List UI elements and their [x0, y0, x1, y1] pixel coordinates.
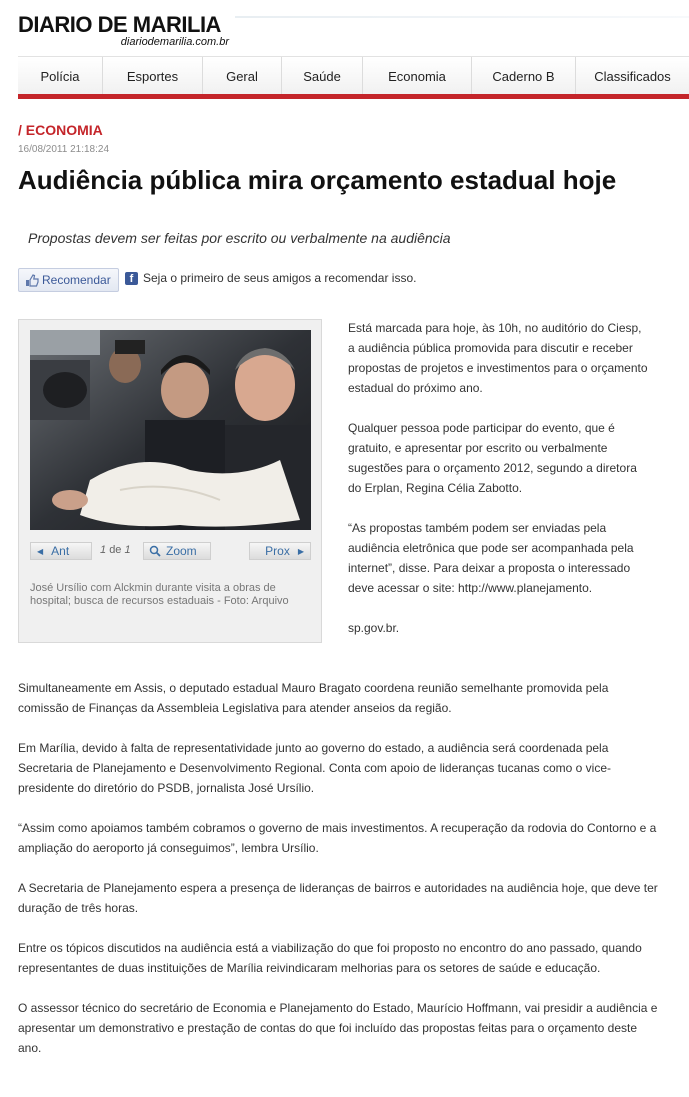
nav-item-classificados[interactable]: Classificados	[594, 68, 671, 84]
zoom-icon	[149, 545, 161, 557]
zoom-label: Zoom	[166, 544, 197, 558]
next-photo-button[interactable]	[249, 542, 311, 560]
nav-item-saude[interactable]: Saúde	[282, 57, 363, 95]
photo-pager	[100, 544, 131, 556]
chevron-right-icon: ▶	[297, 546, 304, 556]
article-paragraph: O assessor técnico do secretário de Economia e Planejamento do Estado, Maurício Hoffmann, vai presidir a audiência e apresentar um demonstrativo e prestação de contas do que foi incluído das propostas feitas para o orçamento deste ano.	[18, 1001, 658, 1055]
pager-current: 1	[100, 544, 107, 556]
header-divider	[235, 16, 689, 18]
article-date: 16/08/2011 21:18:24	[18, 144, 110, 155]
recommend-label: Recomendar	[42, 273, 111, 287]
article-subtitle: Propostas devem ser feitas por escrito ou verbalmente na audiência	[28, 230, 451, 246]
article-photo[interactable]	[30, 330, 311, 530]
prev-label: Ant	[51, 544, 70, 558]
section-label[interactable]: / ECONOMIA	[18, 122, 103, 138]
article-paragraph: sp.gov.br.	[348, 621, 400, 635]
article-paragraph: A Secretaria de Planejamento espera a presença de lideranças de bairros e autoridades na audiência hoje, que deve ter duração de três horas.	[18, 881, 658, 915]
site-logo[interactable]	[18, 14, 233, 49]
facebook-icon: f	[125, 272, 138, 285]
article-title: Audiência pública mira orçamento estadual hoje	[18, 165, 617, 195]
article-paragraph: “As propostas também podem ser enviadas pela audiência eletrônica que pode ser acompanhada pela internet”, disse. Para deixar a proposta o interessado deve acessar o site: http://www.planejamento.	[348, 521, 634, 595]
article-paragraph: Qualquer pessoa pode participar do evento, que é gratuito, e apresentar por escrito ou verbalmente sugestões para o orçamento 2012, segundo a diretora do Erplan, Regina Célia Zabotto.	[348, 421, 637, 495]
pager-total: 1	[124, 544, 131, 556]
article-side-text	[348, 318, 648, 658]
zoom-button[interactable]	[143, 542, 211, 560]
nav-item-geral[interactable]: Geral	[203, 57, 282, 95]
nav-accent-bar	[18, 94, 689, 99]
chevron-left-icon: ◀	[37, 546, 44, 556]
article-paragraph: Simultaneamente em Assis, o deputado estadual Mauro Bragato coordena reunião semelhante promovida pela comissão de Finanças da Assembleia Legislativa para atender anseios da região.	[18, 681, 609, 715]
main-nav	[18, 56, 689, 94]
article-paragraph: Entre os tópicos discutidos na audiência está a viabilização do que foi proposto no encontro do ano passado, quando representantes de duas instituições de Marília reivindicaram melhorias para os setores de saúde e educação.	[18, 941, 642, 975]
article-paragraph: Em Marília, devido à falta de representatividade junto ao governo do estado, a audiência será coordenada pela Secretaria de Planejamento e Desenvolvimento Regional. Conta com apoio de lideranças tucanas como o vice-presidente do diretório do PSDB, jornalista José Ursílio.	[18, 741, 611, 795]
photo-image	[30, 330, 311, 530]
thumbs-up-icon	[25, 274, 39, 287]
logo-title: DIARIO DE MARILIA	[18, 12, 221, 37]
nav-item-policia[interactable]: Polícia	[18, 57, 103, 95]
prev-photo-button[interactable]	[30, 542, 92, 560]
photo-caption: José Ursílio com Alckmin durante visita a obras de hospital; busca de recursos estaduais - Foto: Arquivo	[30, 582, 289, 607]
nav-item-esportes[interactable]: Esportes	[103, 57, 203, 95]
nav-item-economia[interactable]: Economia	[363, 57, 472, 95]
article-body	[18, 678, 658, 1078]
pager-separator: de	[109, 544, 122, 556]
recommend-button[interactable]	[18, 268, 119, 292]
next-label: Prox	[265, 544, 290, 558]
facebook-prompt: Seja o primeiro de seus amigos a recomendar isso.	[143, 271, 417, 285]
article-paragraph: Está marcada para hoje, às 10h, no auditório do Ciesp, a audiência pública promovida para discutir e receber propostas de projetos e investimentos para o orçamento estadual do próximo ano.	[348, 321, 648, 395]
logo-domain: diariodemarilia.com.br	[120, 36, 229, 48]
facebook-social-text	[125, 271, 416, 285]
nav-item-caderno-b[interactable]: Caderno B	[472, 57, 576, 95]
article-paragraph: “Assim como apoiamos também cobramos o governo de mais investimentos. A recuperação da rodovia do Contorno e a ampliação do aeroporto já conseguimos”, lembra Ursílio.	[18, 821, 657, 855]
photo-gallery	[18, 319, 322, 643]
